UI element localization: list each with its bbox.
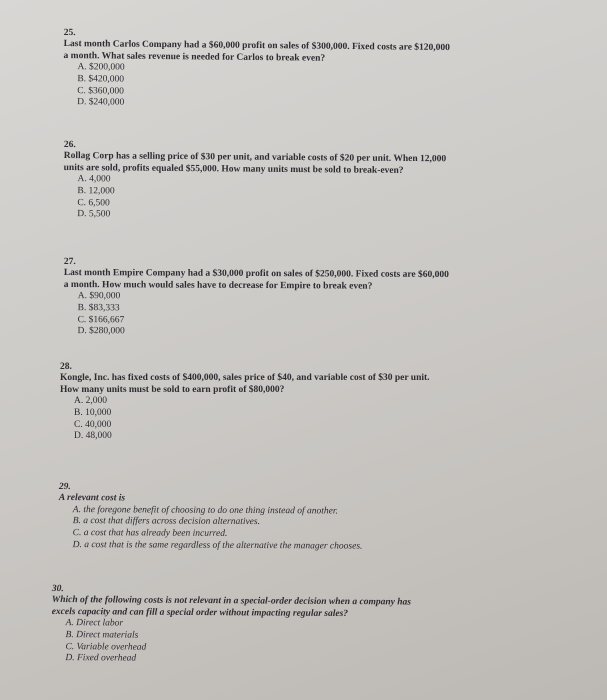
option-a: A. 2,000 [74, 396, 107, 407]
option-c: C. $166,667 [77, 314, 125, 325]
options-list [51, 618, 601, 668]
option-d: D. $280,000 [77, 326, 125, 337]
question-29 [59, 470, 599, 554]
options-list [63, 174, 593, 225]
option-c: C. $360,000 [77, 85, 124, 97]
question-text: Last month Carlos Company had a $60,000 profit on sales of $300,000. Fixed costs are $120,000 a month. What sales revenue is needed for Carlos to break even? [63, 39, 451, 64]
option-a: A. $200,000 [77, 62, 125, 74]
option-c: C. Variable overhead [65, 641, 147, 653]
question-text: Kongle, Inc. has fixed costs of $400,000, sales price of $40, and variable cost of $30 per unit. How many units must be sold to earn profit of $80,000? [60, 373, 430, 395]
question-number: 28. [60, 361, 72, 372]
option-d: D. $240,000 [77, 97, 125, 108]
question-number: 26. [63, 139, 76, 150]
option-c: C. a cost that has already been incurred. [72, 528, 228, 539]
option-b: B. $83,333 [77, 303, 120, 314]
question-number: 30. [51, 583, 64, 594]
question-26 [63, 128, 594, 225]
option-b: B. Direct materials [65, 630, 139, 641]
question-30 [51, 572, 602, 669]
option-c: C. 6,500 [77, 197, 110, 208]
option-a: A. $90,000 [77, 291, 121, 302]
option-c: C. 40,000 [74, 419, 112, 430]
option-a: A. Direct labor [65, 618, 124, 629]
option-d: D. a cost that is the same regardless of the alternative the manager chooses. [72, 539, 363, 552]
option-b: B. 12,000 [77, 186, 115, 197]
option-d: D. 48,000 [74, 431, 112, 442]
option-b: B. 10,000 [74, 407, 112, 418]
option-a: A. 4,000 [77, 174, 111, 185]
option-a: A. the foregone benefit of choosing to do one thing instead of another. [72, 504, 338, 517]
option-b: B. $420,000 [77, 74, 125, 85]
option-d: D. 5,500 [77, 209, 111, 220]
question-number: 25. [63, 27, 76, 38]
option-b: B. a cost that differs across decision alternatives. [72, 516, 261, 528]
option-d: D. Fixed overhead [65, 653, 137, 664]
options-list [59, 505, 599, 554]
question-text: Last month Empire Company had a $30,000 profit on sales of $250,000. Fixed costs are $60,000 a month. How much would sales have to decrease for Empire to break even? [63, 268, 449, 292]
question-text: A relevant cost is [58, 493, 126, 504]
question-number: 27. [63, 256, 76, 267]
question-text: Which of the following costs is not relevant in a special-order decision when a company has excels capacity and can fill a special order without impacting regular sales? [51, 595, 412, 619]
question-27 [64, 245, 594, 341]
options-list [63, 62, 593, 114]
question-text: Rollag Corp has a selling price of $30 per unit, and variable costs of $20 per unit. When 12,000 units are sold, profits equaled $55,000. How many units must be sold to break-even? [63, 151, 447, 176]
options-list [60, 396, 600, 442]
question-number: 29. [58, 481, 71, 492]
question-28 [60, 350, 600, 443]
options-list [64, 291, 594, 340]
question-25 [63, 16, 594, 114]
